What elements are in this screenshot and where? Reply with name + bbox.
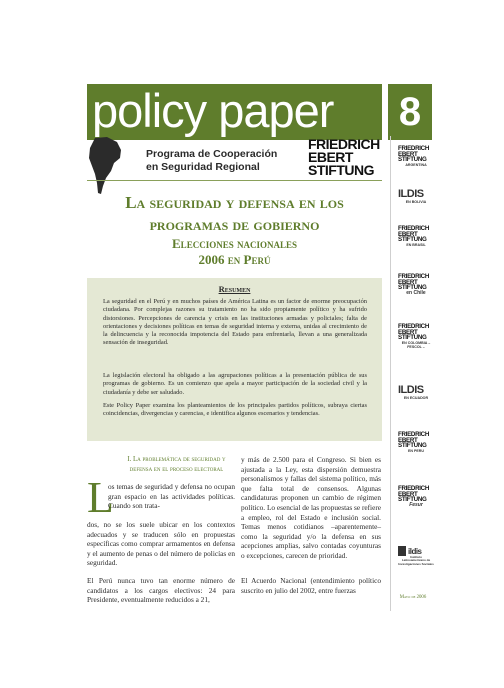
fes-name-line2: EBERT [398,436,418,444]
logo-country: EN BRASIL [406,242,426,247]
fes-name-line1: FRIEDRICH [398,225,429,232]
fes-logo-line3: STIFTUNG [308,162,374,178]
logo-institute-name: Instituto Latinoamericano de Investigaciones Sociales [398,555,434,566]
fes-name-line2: EBERT [398,150,418,158]
logo-country: ARGENTINA [405,162,427,167]
fes-name-line3: STIFTUNG [398,156,427,164]
summary-paragraph-2: La legislación electoral ha obligado a las agrupaciones políticas a la presentación pública de sus programas de gobierno. Es un comienzo que apela a mayor participación de la sociedad civil y la ciudadanía y debe ser saludado. [103,372,367,396]
logo-country: EN COLOMBIA – FESCOL – [401,340,431,350]
title-line2: programas de gobierno [149,215,320,234]
sidebar-logo-ecuador [398,384,434,400]
col2-paragraph1: y más de 2.500 para el Congreso. Si bien es ajustada a la Ley, esta dispersión demuestra personalismos y fallas del sistema político, más que falta total de consensos. Algunas candidaturas proponen un cambio de régimen político. Lo esencial de las propuestas se refiere a empleo, rol del Estado e inclusión social. Temas menos cotidianos –aparentemente– como la seguridad y/o la defensa en sus acepciones amplias, salvo contadas coyunturas o excepciones, carecen de prioridad. [241,455,381,560]
section-heading-line2: defensa en el proceso electoral [129,466,224,473]
series-title: policy paper [92,84,334,137]
col2-paragraph2: El Acuerdo Nacional (entendimiento político suscrito en julio del 2002, entre fuerzas [241,576,381,595]
south-america-map-icon [87,136,123,196]
fes-name-line2: EBERT [398,230,418,238]
fes-name-line2: EBERT [398,328,418,336]
fes-name-line3: STIFTUNG [398,496,427,504]
subtitle-line1: Elecciones nacionales [172,236,297,251]
fes-name-line2: EBERT [398,278,418,286]
fes-name-line1: FRIEDRICH [398,323,429,330]
publication-date: Mayo de 2006 [399,595,427,600]
col1-paragraph1-rest: dos, no se los suele ubicar en los contextos adecuados y se traducen sólo en propuestas específicas como comprar armamentos en defensa y el aumento de penas o del número de policías en seguridad. [87,520,235,568]
sidebar-logo-argentina [398,146,434,167]
fes-name-line1: FRIEDRICH [398,273,429,280]
fes-name-line3: STIFTUNG [398,334,427,342]
logo-country: EN PERU [408,448,424,453]
program-name [146,148,316,174]
ildis-logo: ILDIS [398,188,424,200]
ildis-logo: ildis [408,547,422,556]
summary-heading: Resumen [218,284,251,294]
header-divider [87,180,382,181]
fes-logo-line1: FRIEDRICH [308,136,380,152]
sidebar-logo-chile [398,274,434,295]
col1-paragraph1-start: os temas de seguridad y defensa no ocupan gran espacio en las actividades políticas. Cuando son trata- [108,482,235,511]
col1-paragraph2: El Perú nunca tuvo tan enorme número de candidatos a los cargos electivos: 24 para Presidente, eventualmente reducidos a 21, [87,576,235,605]
ildis-logo: ILDIS [398,384,424,396]
program-name-line1: Programa de Cooperación [146,148,278,160]
section-heading-line1: I. La problemática de seguridad y [127,456,226,463]
fes-name-line1: FRIEDRICH [398,145,429,152]
sidebar-logo-brasil [398,226,434,247]
fes-name-line3: STIFTUNG [398,284,427,292]
summary-paragraph-1: La seguridad en el Perú y en muchos países de América Latina es un factor de enorme preocupación ciudadana. Por complejas razones su tratamiento no ha sido propiamente político y ha sufrido distorsiones. Percepciones de carencia y crisis en las instituciones armadas y policiales; falta de orientaciones y decisiones políticas en temas de seguridad interna y externa, unidas al crecimiento de la delincuencia y la reconocida impotencia del Estado para enfrentarla, llevan a una generalizada sensación de inseguridad. [103,298,367,347]
fes-logo [308,138,380,177]
fes-name-line1: FRIEDRICH [398,431,429,438]
ildis-mark-icon [398,546,406,556]
sidebar-logo-venezuela [398,546,434,566]
logo-country: Fesur [409,501,423,508]
fes-name-line3: STIFTUNG [398,442,427,450]
sidebar-logo-peru [398,432,434,453]
issue-number: 8 [398,90,422,134]
fes-name-line2: EBERT [398,490,418,498]
logo-country: en Chile [406,289,426,296]
section-heading [119,455,234,475]
summary-paragraph-3: Este Policy Paper examina los planteamientos de los principales partidos políticos, subraya ciertas coincidencias, divergencias y carencias, e identifica algunos escenarios y tendencias. [103,402,367,418]
sidebar-divider [390,136,391,611]
subtitle-line2: 2006 en Perú [198,252,271,267]
fes-name-line1: FRIEDRICH [398,485,429,492]
logo-country: EN BOLIVIA [405,200,427,204]
logo-country: EN ECUADOR [403,396,429,400]
fes-logo-line2: EBERT [308,149,353,165]
fes-name-line3: STIFTUNG [398,236,427,244]
program-name-line2: en Seguridad Regional [146,161,260,173]
title-line1: La seguridad y defensa en los [125,193,344,212]
sidebar-logo-uruguay [398,486,434,507]
sidebar-logo-bolivia [398,188,434,204]
sidebar-logo-colombia [398,324,434,350]
drop-cap: L [87,473,114,522]
